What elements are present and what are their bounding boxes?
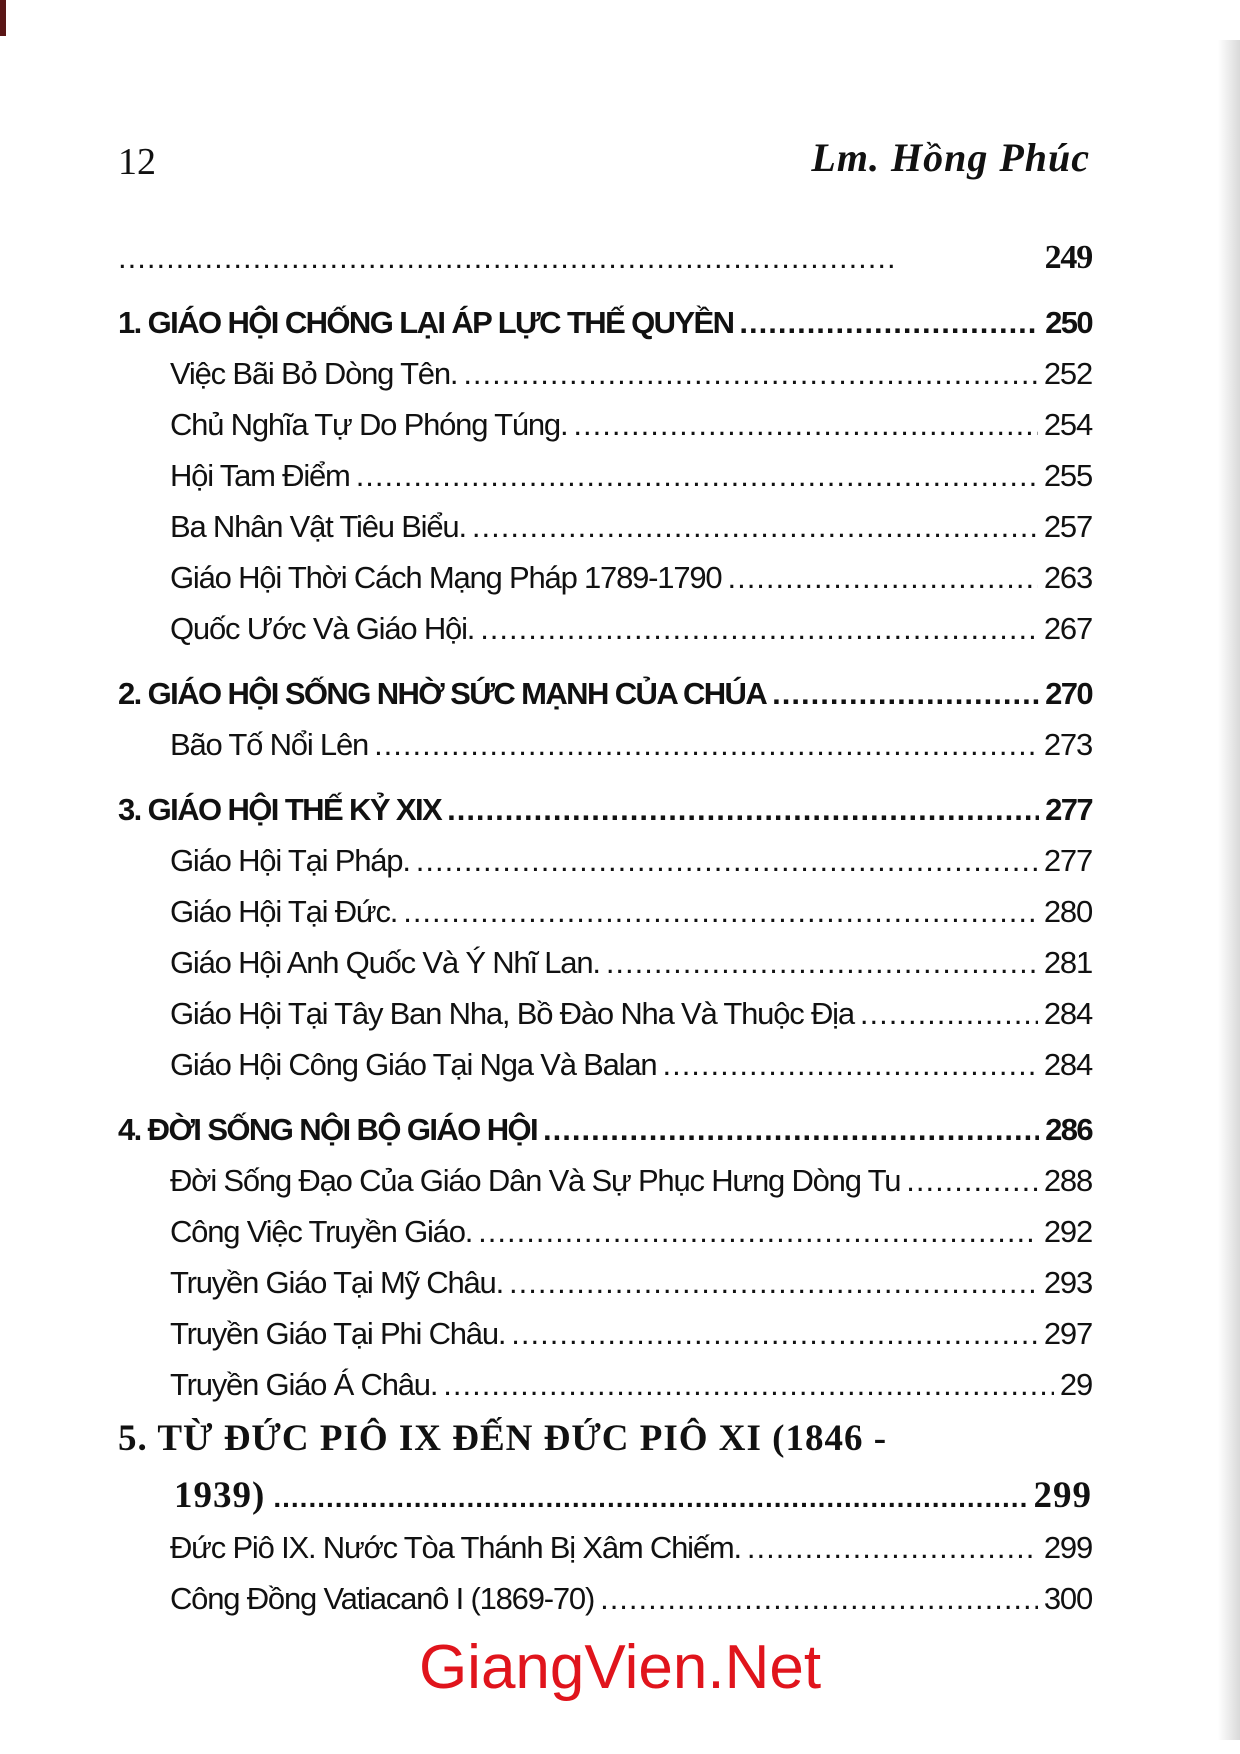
toc-entry-row[interactable] bbox=[118, 603, 1092, 654]
toc-page-number: 299 bbox=[1033, 1475, 1092, 1516]
toc-page-number: 273 bbox=[1043, 727, 1092, 762]
toc-leader-dots bbox=[747, 1522, 1038, 1573]
toc-page-number: 288 bbox=[1043, 1163, 1092, 1198]
toc-section-title-continuation bbox=[118, 1468, 1092, 1522]
toc-page-number: 257 bbox=[1043, 509, 1092, 544]
toc-page-number: 300 bbox=[1043, 1581, 1092, 1616]
toc-section-row[interactable] bbox=[118, 668, 1092, 719]
toc-leader-dots bbox=[727, 552, 1037, 603]
toc-entry-row[interactable] bbox=[118, 1155, 1092, 1206]
toc-page-number: 277 bbox=[1045, 792, 1092, 827]
toc-entry-title: Giáo Hội Thời Cách Mạng Pháp 1789-1790 bbox=[170, 560, 722, 595]
toc-leader-dots bbox=[374, 719, 1038, 770]
toc-entry-title: Giáo Hội Công Giáo Tại Nga Và Balan bbox=[170, 1047, 657, 1082]
table-of-contents bbox=[118, 232, 1092, 1624]
toc-entry-title: Bão Tố Nổi Lên bbox=[170, 727, 369, 762]
toc-entry-row[interactable] bbox=[118, 501, 1092, 552]
toc-leader-dots bbox=[662, 1039, 1037, 1090]
toc-page-number: 252 bbox=[1043, 356, 1092, 391]
toc-entry-row[interactable] bbox=[118, 1039, 1092, 1090]
toc-entry-row[interactable] bbox=[118, 886, 1092, 937]
toc-leader-dots bbox=[606, 937, 1038, 988]
toc-entry-title: Giáo Hội Anh Quốc Và Ý Nhĩ Lan. bbox=[170, 945, 600, 980]
toc-page-number: 254 bbox=[1043, 407, 1092, 442]
toc-entry-row[interactable] bbox=[118, 348, 1092, 399]
toc-leader-dots bbox=[511, 1308, 1038, 1359]
toc-leader-dots bbox=[443, 1359, 1054, 1410]
toc-entry-title: Truyền Giáo Tại Phi Châu. bbox=[170, 1316, 506, 1351]
toc-page-number: 277 bbox=[1043, 843, 1092, 878]
toc-entry-row[interactable] bbox=[118, 937, 1092, 988]
toc-section-row[interactable] bbox=[118, 297, 1092, 348]
toc-continuation-row bbox=[118, 232, 1092, 283]
toc-entry-title: Giáo Hội Tại Đức. bbox=[170, 894, 398, 929]
toc-entry-title: Quốc Ước Và Giáo Hội. bbox=[170, 611, 475, 646]
toc-page-number: 281 bbox=[1043, 945, 1092, 980]
toc-page-number: 286 bbox=[1045, 1112, 1092, 1147]
toc-entry-title: Chủ Nghĩa Tự Do Phóng Túng. bbox=[170, 407, 568, 442]
watermark-text: GiangVien.Net bbox=[418, 1633, 822, 1702]
toc-leader-dots bbox=[478, 1206, 1038, 1257]
toc-entry-row[interactable] bbox=[118, 552, 1092, 603]
toc-page-number: 267 bbox=[1043, 611, 1092, 646]
toc-leader-dots bbox=[772, 668, 1039, 719]
toc-leader-dots bbox=[480, 603, 1038, 654]
corner-mark bbox=[0, 0, 6, 36]
toc-entry-title: Công Đồng Vatiacanô I (1869-70) bbox=[170, 1581, 595, 1616]
toc-section-5[interactable] bbox=[118, 1410, 1092, 1522]
toc-entry-title: Hội Tam Điểm bbox=[170, 458, 350, 493]
toc-entry-row[interactable] bbox=[118, 988, 1092, 1039]
toc-entry-title: Việc Bãi Bỏ Dòng Tên. bbox=[170, 356, 458, 391]
toc-entry-title: Truyền Giáo Tại Mỹ Châu. bbox=[170, 1265, 504, 1300]
toc-page-number: 297 bbox=[1043, 1316, 1092, 1351]
toc-leader-dots bbox=[906, 1155, 1038, 1206]
toc-entry-row[interactable] bbox=[118, 1206, 1092, 1257]
toc-page-number: 284 bbox=[1043, 996, 1092, 1031]
toc-entry-title: Công Việc Truyền Giáo. bbox=[170, 1214, 473, 1249]
toc-page-number: 293 bbox=[1043, 1265, 1092, 1300]
toc-section-title: 4. ĐỜI SỐNG NỘI BỘ GIÁO HỘI bbox=[118, 1112, 538, 1147]
toc-entry-title: Giáo Hội Tại Pháp. bbox=[170, 843, 410, 878]
toc-leader-dots bbox=[543, 1104, 1039, 1155]
toc-leader-dots bbox=[860, 988, 1038, 1039]
toc-leader-dots bbox=[273, 1468, 1025, 1525]
page-edge-shadow bbox=[1218, 40, 1240, 1740]
toc-section-title: 3. GIÁO HỘI THẾ KỶ XIX bbox=[118, 792, 442, 827]
toc-entry-title: Ba Nhân Vật Tiêu Biểu. bbox=[170, 509, 466, 544]
toc-page-number: 299 bbox=[1043, 1530, 1092, 1565]
page-header bbox=[118, 135, 1090, 200]
toc-entry-title: Giáo Hội Tại Tây Ban Nha, Bồ Đào Nha Và Thuộc Địa bbox=[170, 996, 854, 1031]
toc-entry-title: Đức Piô IX. Nước Tòa Thánh Bị Xâm Chiếm. bbox=[170, 1530, 741, 1565]
toc-page-number: 263 bbox=[1043, 560, 1092, 595]
toc-section-row[interactable] bbox=[118, 784, 1092, 835]
toc-entry-row[interactable] bbox=[118, 1522, 1092, 1573]
toc-leader-dots bbox=[739, 297, 1039, 348]
toc-leader-dots bbox=[472, 501, 1038, 552]
toc-page-number: 280 bbox=[1043, 894, 1092, 929]
toc-entry-row[interactable] bbox=[118, 719, 1092, 770]
toc-leader-dots bbox=[356, 450, 1038, 501]
toc-section-row[interactable] bbox=[118, 1104, 1092, 1155]
toc-entry-title: Đời Sống Đạo Của Giáo Dân Và Sự Phục Hưng Dòng Tu bbox=[170, 1163, 901, 1198]
toc-entry-row[interactable] bbox=[118, 1359, 1092, 1410]
toc-page-number: 255 bbox=[1043, 458, 1092, 493]
running-head-author: Lm. Hồng Phúc bbox=[811, 135, 1090, 180]
page-number: 12 bbox=[118, 141, 156, 183]
toc-entry-row[interactable] bbox=[118, 835, 1092, 886]
toc-leader-dots bbox=[509, 1257, 1038, 1308]
toc-entry-row[interactable] bbox=[118, 1308, 1092, 1359]
toc-page-number: 292 bbox=[1043, 1214, 1092, 1249]
toc-leader-dots bbox=[573, 399, 1038, 450]
toc-leader-dots bbox=[447, 784, 1039, 835]
toc-leader-dots bbox=[463, 348, 1038, 399]
toc-entry-row[interactable] bbox=[118, 1257, 1092, 1308]
toc-entry-row[interactable] bbox=[118, 1573, 1092, 1624]
toc-entry-title: Truyền Giáo Á Châu. bbox=[170, 1367, 438, 1402]
toc-leader-dots bbox=[600, 1573, 1038, 1624]
toc-leader-dots bbox=[403, 886, 1038, 937]
toc-section-title: 2. GIÁO HỘI SỐNG NHỜ SỨC MẠNH CỦA CHÚA bbox=[118, 676, 767, 711]
toc-page-number: 270 bbox=[1045, 676, 1092, 711]
toc-entry-row[interactable] bbox=[118, 399, 1092, 450]
toc-page-number: 284 bbox=[1043, 1047, 1092, 1082]
toc-section-title-line2: 1939) bbox=[174, 1475, 266, 1516]
toc-leader-dots bbox=[416, 835, 1038, 886]
toc-section-title: 5. TỪ ĐỨC PIÔ IX ĐẾN ĐỨC PIÔ XI (1846 - bbox=[118, 1418, 888, 1459]
toc-entry-row[interactable] bbox=[118, 450, 1092, 501]
toc-page-number: 249 bbox=[1044, 239, 1092, 276]
toc-section-title: 1. GIÁO HỘI CHỐNG LẠI ÁP LỰC THẾ QUYỀN bbox=[118, 305, 734, 340]
toc-leader-dots bbox=[118, 232, 899, 283]
toc-page-number: 250 bbox=[1045, 305, 1092, 340]
toc-page-number: 29 bbox=[1059, 1367, 1092, 1402]
